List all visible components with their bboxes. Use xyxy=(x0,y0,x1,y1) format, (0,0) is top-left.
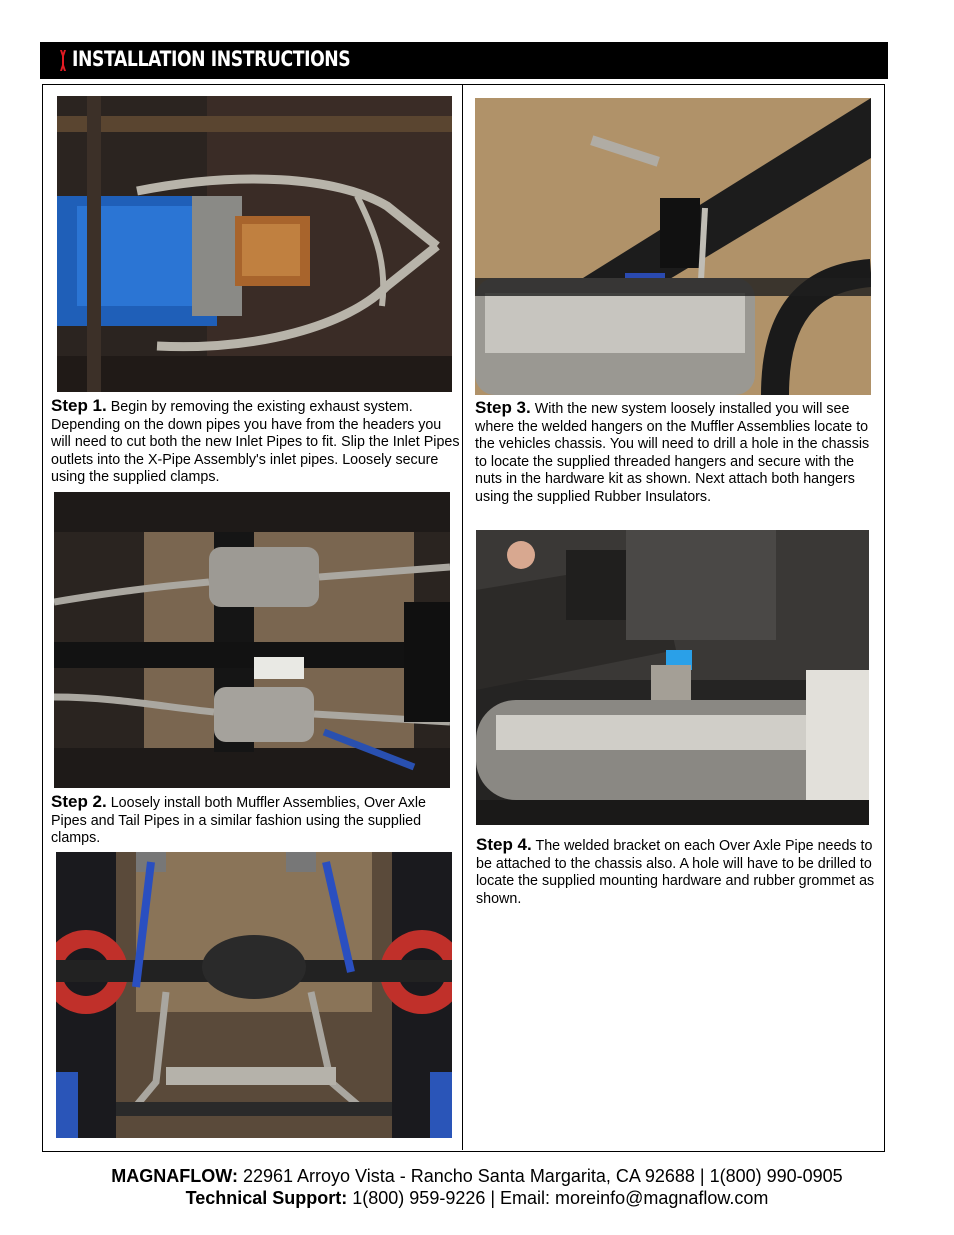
step1-text xyxy=(51,397,461,487)
step2-text xyxy=(51,793,456,848)
header-banner xyxy=(40,42,888,79)
footer-support xyxy=(0,1188,954,1209)
page-title: INSTALLATION INSTRUCTIONS xyxy=(72,47,351,71)
footer-company-label: MAGNAFLOW: xyxy=(111,1166,238,1186)
step1-photo xyxy=(57,96,452,392)
step4-text xyxy=(476,836,881,908)
step1-label: Step 1. xyxy=(51,396,107,415)
step2-description: Loosely install both Muffler Assemblies, Over Axle Pipes and Tail Pipes in a similar fashion using the supplied clamps. xyxy=(51,795,426,847)
rear-axle-photo xyxy=(56,852,452,1138)
wrench-icon xyxy=(60,50,66,71)
step3-text xyxy=(475,399,880,507)
step2-label: Step 2. xyxy=(51,792,107,811)
step3-label: Step 3. xyxy=(475,398,531,417)
footer-company-info: 22961 Arroyo Vista - Rancho Santa Margarita, CA 92688 | 1(800) 990-0905 xyxy=(242,1166,843,1186)
column-divider xyxy=(462,85,463,1150)
step2-photo xyxy=(54,492,450,788)
step4-photo xyxy=(476,530,869,825)
step1-description: Begin by removing the existing exhaust system. Depending on the down pipes you have from the headers you will need to cut both the new Inlet Pipes to fit. Slip the Inlet Pipes outlets into the X-Pipe Assembly's inlet pipes. Loosely secure using the supplied clamps. xyxy=(51,399,460,486)
footer-company xyxy=(0,1166,954,1187)
footer-support-info: 1(800) 959-9226 | Email: moreinfo@magnaflow.com xyxy=(352,1188,769,1208)
step3-description: With the new system loosely installed you will see where the welded hangers on the Muffler Assemblies locate to the vehicles chassis. You will need to drill a hole in the chassis to locate the supplied threaded hangers and secure with the nuts in the hardware kit as shown. Next attach both hangers using the supplied Rubber Insulators. xyxy=(475,401,870,505)
footer-support-label: Technical Support: xyxy=(185,1188,348,1208)
step4-description: The welded bracket on each Over Axle Pipe needs to be attached to the chassis also. A hole will have to be drilled to locate the supplied mounting hardware and rubber grommet as shown. xyxy=(476,838,875,907)
step4-label: Step 4. xyxy=(476,835,532,854)
step3-photo xyxy=(475,98,871,395)
